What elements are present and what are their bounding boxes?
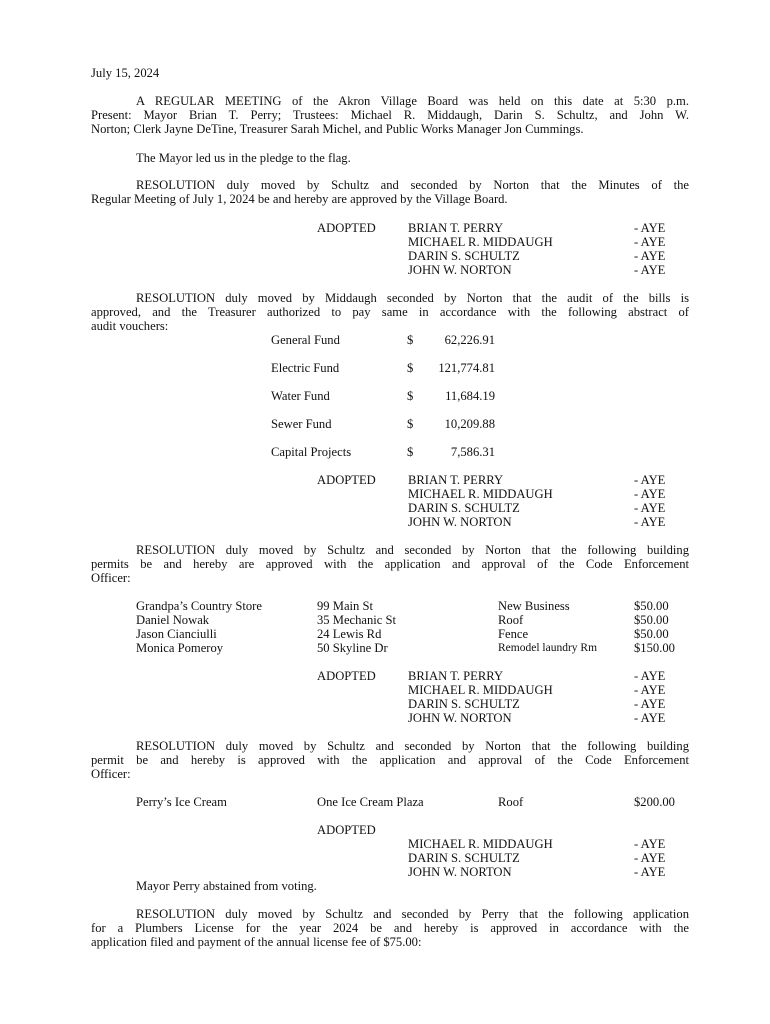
res3-line-2: permits be and hereby are approved with the application and approval of the Code Enforcement: [91, 557, 689, 571]
vote-value: - AYE: [634, 263, 666, 277]
vote-value: - AYE: [634, 697, 666, 711]
pledge-text: The Mayor led us in the pledge to the flag.: [136, 151, 351, 165]
vote-value: - AYE: [634, 711, 666, 725]
abstain-note: Mayor Perry abstained from voting.: [136, 879, 317, 893]
fund-name: Capital Projects: [271, 445, 352, 459]
permit-address: 24 Lewis Rd: [317, 627, 382, 641]
fund-name: Electric Fund: [271, 361, 340, 375]
res1-line-2: Regular Meeting of July 1, 2024 be and hereby are approved by the Village Board.: [91, 192, 508, 206]
fund-amount: 11,684.19: [445, 389, 495, 403]
meeting-date: July 15, 2024: [91, 66, 160, 80]
res4-line-3: Officer:: [91, 767, 131, 781]
permit-type: Remodel laundry Rm: [498, 642, 598, 654]
vote-value: - AYE: [634, 221, 666, 235]
adopted-label: ADOPTED: [317, 823, 376, 837]
fund-name: Water Fund: [271, 389, 330, 403]
permit-fee: $50.00: [634, 599, 669, 613]
permit-name: Perry’s Ice Cream: [136, 795, 227, 809]
fund-currency: $: [407, 417, 414, 431]
fund-currency: $: [407, 333, 414, 347]
vote-value: - AYE: [634, 515, 666, 529]
fund-currency: $: [407, 361, 414, 375]
vote-name: JOHN W. NORTON: [408, 263, 512, 277]
fund-currency: $: [407, 445, 414, 459]
fund-name: Sewer Fund: [271, 417, 332, 431]
res2-line-1: RESOLUTION duly moved by Middaugh seconded by Norton that the audit of the bills is: [136, 291, 689, 305]
vote-name: BRIAN T. PERRY: [408, 473, 504, 487]
vote-value: - AYE: [634, 669, 666, 683]
vote-name: JOHN W. NORTON: [408, 515, 512, 529]
intro-line-3: Norton; Clerk Jayne DeTine, Treasurer Sarah Michel, and Public Works Manager Jon Cummings.: [91, 122, 584, 136]
fund-currency: $: [407, 389, 414, 403]
vote-value: - AYE: [634, 851, 666, 865]
res5-line-1: RESOLUTION duly moved by Schultz and seconded by Perry that the following application: [136, 907, 689, 921]
vote-name: JOHN W. NORTON: [408, 711, 512, 725]
res3-line-1: RESOLUTION duly moved by Schultz and seconded by Norton that the following building: [136, 543, 689, 557]
vote-name: MICHAEL R. MIDDAUGH: [408, 235, 553, 249]
permit-fee: $150.00: [634, 641, 675, 655]
intro-line-1: A REGULAR MEETING of the Akron Village Board was held on this date at 5:30 p.m.: [136, 94, 689, 108]
intro-line-2: Present: Mayor Brian T. Perry; Trustees: Michael R. Middaugh, Darin S. Schultz, and John W.: [91, 108, 689, 122]
vote-name: BRIAN T. PERRY: [408, 221, 504, 235]
res4-line-2: permit be and hereby is approved with the application and approval of the Code Enforcement: [91, 753, 689, 767]
res5-line-3: application filed and payment of the annual license fee of $75.00:: [91, 935, 422, 949]
permit-name: Grandpa’s Country Store: [136, 599, 262, 613]
permit-type: Roof: [498, 795, 524, 809]
permit-fee: $50.00: [634, 613, 669, 627]
fund-amount: 10,209.88: [444, 417, 495, 431]
permit-fee: $50.00: [634, 627, 669, 641]
fund-name: General Fund: [271, 333, 340, 347]
adopted-label: ADOPTED: [317, 221, 376, 235]
vote-name: MICHAEL R. MIDDAUGH: [408, 683, 553, 697]
permit-type: Roof: [498, 613, 524, 627]
vote-value: - AYE: [634, 865, 666, 879]
vote-name: MICHAEL R. MIDDAUGH: [408, 837, 553, 851]
permit-fee: $200.00: [634, 795, 675, 809]
res1-line-1: RESOLUTION duly moved by Schultz and seconded by Norton that the Minutes of the: [136, 178, 689, 192]
adopted-label: ADOPTED: [317, 473, 376, 487]
vote-name: BRIAN T. PERRY: [408, 669, 504, 683]
permit-name: Monica Pomeroy: [136, 641, 224, 655]
permit-name: Jason Cianciulli: [136, 627, 217, 641]
vote-name: DARIN S. SCHULTZ: [408, 697, 520, 711]
permit-address: 99 Main St: [317, 599, 373, 613]
permit-name: Daniel Nowak: [136, 613, 210, 627]
res2-line-3: audit vouchers:: [91, 319, 169, 333]
permit-address: 35 Mechanic St: [317, 613, 397, 627]
res5-line-2: for a Plumbers License for the year 2024 be and hereby is approved in accordance with the: [91, 921, 689, 935]
vote-value: - AYE: [634, 235, 666, 249]
fund-amount: 7,586.31: [450, 445, 495, 459]
vote-name: DARIN S. SCHULTZ: [408, 851, 520, 865]
vote-value: - AYE: [634, 837, 666, 851]
fund-amount: 121,774.81: [438, 361, 495, 375]
vote-value: - AYE: [634, 487, 666, 501]
vote-value: - AYE: [634, 501, 666, 515]
permit-type: Fence: [498, 627, 529, 641]
vote-name: JOHN W. NORTON: [408, 865, 512, 879]
permit-address: One Ice Cream Plaza: [317, 795, 424, 809]
vote-name: DARIN S. SCHULTZ: [408, 501, 520, 515]
fund-amount: 62,226.91: [444, 333, 495, 347]
vote-name: DARIN S. SCHULTZ: [408, 249, 520, 263]
permit-address: 50 Skyline Dr: [317, 641, 388, 655]
vote-value: - AYE: [634, 683, 666, 697]
permit-type: New Business: [498, 599, 570, 613]
adopted-label: ADOPTED: [317, 669, 376, 683]
res3-line-3: Officer:: [91, 571, 131, 585]
res2-line-2: approved, and the Treasurer authorized to pay same in accordance with the following abstract of: [91, 305, 689, 319]
vote-value: - AYE: [634, 249, 666, 263]
res4-line-1: RESOLUTION duly moved by Schultz and seconded by Norton that the following building: [136, 739, 689, 753]
vote-value: - AYE: [634, 473, 666, 487]
vote-name: MICHAEL R. MIDDAUGH: [408, 487, 553, 501]
